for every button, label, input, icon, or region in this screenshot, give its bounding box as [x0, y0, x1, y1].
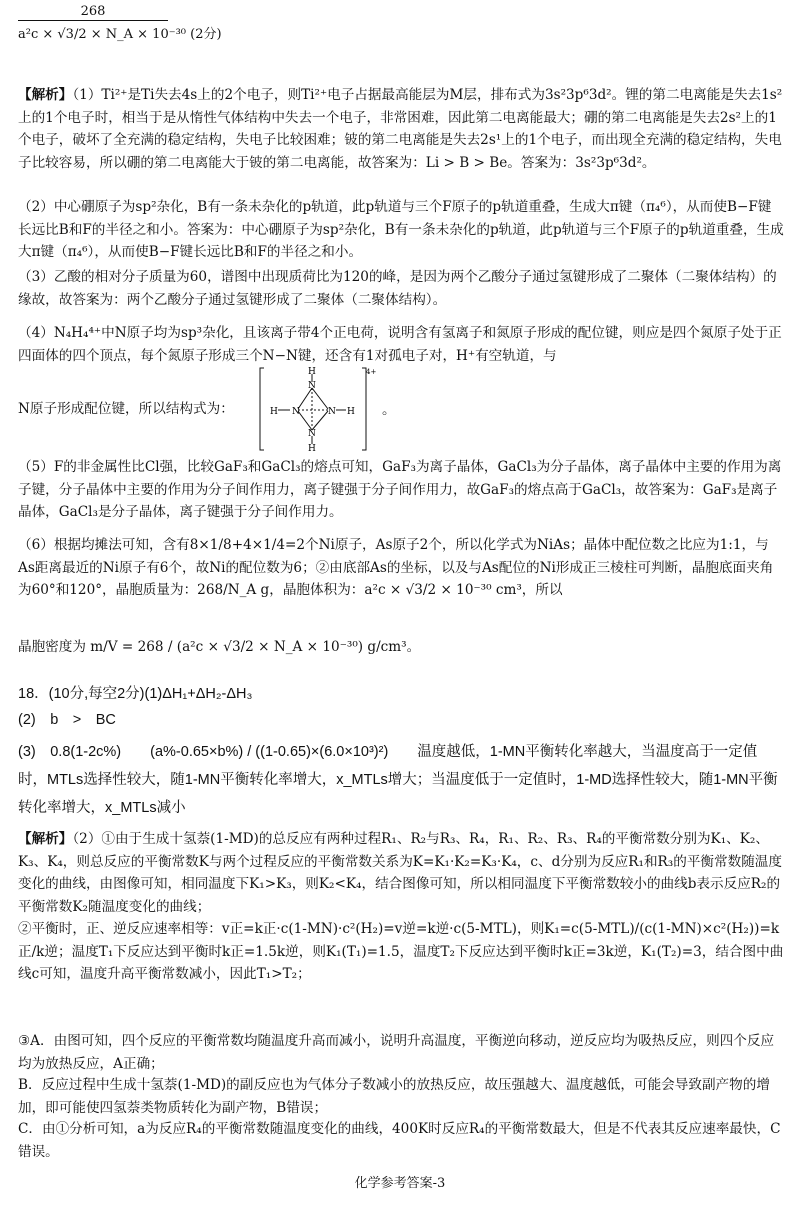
n-left: N [292, 407, 300, 417]
q18-analysis-5: C．由①分析可知，a为反应R₄的平衡常数随温度变化的曲线，400K时反应R₄的平衡常数最大，但是不代表其反应速率最快，C错误。 [18, 1121, 781, 1160]
q17-part4: （4）N₄H₄⁴⁺中N原子均为sp³杂化，且该离子带4个正电荷，说明含有氢离子和氮原子形成的配位键，则应是四个氮原子处于正四面体的四个顶点，每个氮原子形成三个N−N键，还含有1对孤电子对，H⁺有空轨道，与 [18, 325, 782, 364]
h-bottom: H [308, 444, 316, 454]
q18-analysis-1: 【解析】（2）①由于生成十氢萘(1-MD)的总反应有两种过程R₁、R₂与R₃、R₄，R₁、R₂、R₃、R₄的平衡常数分别为K₁、K₂、K₃、K₄，则总反应的平衡常数K与两个过程反应的平衡常数关系为K=K₁·K₂=K₃·K₄，c、d分别为反应R₁和R₃的平衡常数随温度变化的曲线，由图像可知，相同温度下K₁>K₃，则K₂<K₄，结合图像可知，所以相同温度下平衡常数较小的曲线b表示反应R₂的平衡常数K₂随温度变化的曲线； [18, 831, 782, 915]
q17-part4-end: 。 [382, 402, 396, 418]
formula-numerator: 268 [18, 4, 168, 21]
page-footer: 化学参考答案-3 [354, 1176, 446, 1191]
h-left: H [270, 407, 278, 417]
formula-score: (2分) [190, 27, 222, 42]
n-right: N [328, 407, 336, 417]
q18-answer-3: (3) 0.8(1-2c%) (a%-0.65×b%) / ((1-0.65)×(6.0×10³)²) 温度越低，1-MN平衡转化率越大，当温度高于一定值时，MTLs选择性较大，随1-MN平衡转化率增大，x_MTLs增大；当温度低于一定值时，1-MD选择性较大，随1-MN平衡转化率增大，x_MTLs减小 [18, 744, 778, 816]
n4h4-structure-diagram [258, 366, 377, 454]
n4h4-structure [258, 366, 377, 454]
formula-denominator: a²c × √3/2 × N_A × 10⁻³⁰ [18, 27, 187, 42]
q17-part3: （3）乙酸的相对分子质量为60，谱图中出现质荷比为120的峰，是因为两个乙酸分子通过氢键形成了二聚体（二聚体结构）的缘故，故答案为：两个乙酸分子通过氢键形成了二聚体（二聚体结构）。 [18, 269, 777, 308]
n-bottom: N [308, 429, 316, 439]
h-top: H [308, 367, 316, 377]
q18-analysis-3: ③A．由图可知，四个反应的平衡常数均随温度升高而减小，说明升高温度，平衡逆向移动，逆反应均为吸热反应，则四个反应均为放热反应，A正确； [18, 1033, 775, 1072]
q18-analysis-4: B．反应过程中生成十氢萘(1-MD)的副反应也为气体分子数减小的放热反应，故压强越大、温度越低，可能会导致副产物的增加，即可能使四氢萘类物质转化为副产物，B错误； [18, 1077, 770, 1116]
q17-part6: （6）根据均摊法可知，含有8×1/8+4×1/4=2个Ni原子，As原子2个，所以化学式为NiAs；晶体中配位数之比应为1:1，与As距离最近的Ni原子有6个，故Ni的配位数为6；②由底部As的坐标，以及与As配位的Ni形成正三棱柱可判断，晶胞底面夹角为60°和120°，晶胞质量为：268/N_A g，晶胞体积为：a²c × √3/2 × 10⁻³⁰ cm³，所以 [18, 537, 774, 598]
q18-answer-2: (2) b > BC [18, 712, 116, 728]
density-formula [18, 4, 222, 42]
q17-part6-density: 晶胞密度为 m/V = 268 / (a²c × √3/2 × N_A × 10⁻³⁰) g/cm³。 [18, 639, 421, 655]
q18-analysis-2: ②平衡时，正、逆反应速率相等：v正=k正·c(1-MN)·c²(H₂)=v逆=k逆·c(5-MTL)，则K₁=c(5-MTL)/(c(1-MN)×c²(H₂))=k正/k逆；温度T₁下反应达到平衡时k正=1.5k逆，则K₁(T₁)=1.5，温度T₂下反应达到平衡时k正=3k逆，K₁(T₂)=3，结合图中曲线c可知，温度升高平衡常数减小，因此T₁>T₂； [18, 921, 784, 982]
analysis-label: 【解析】 [18, 87, 73, 103]
n-top: N [308, 381, 316, 391]
q17-part2: （2）中心硼原子为sp²杂化，B有一条未杂化的p轨道，此p轨道与三个F原子的p轨道重叠，生成大π键（π₄⁶），从而使B−F键长远比B和F的半径之和小。答案为：中心硼原子为sp²杂化，B有一条未杂化的p轨道，此p轨道与三个F原子的p轨道重叠，生成大π键（π₄⁶），从而使B−F键长远比B和F的半径之和小。 [18, 199, 784, 260]
ion-charge: 4+ [366, 368, 377, 376]
h-right: H [347, 407, 355, 417]
q17-part5: （5）F的非金属性比Cl强，比较GaF₃和GaCl₃的熔点可知，GaF₃为离子晶体，GaCl₃为分子晶体，离子晶体中主要的作用为离子键，分子晶体中主要的作用为分子间作用力，离子键强于分子间作用力，故GaF₃的熔点高于GaCl₃，故答案为：GaF₃是离子晶体，GaCl₃是分子晶体，离子键强于分子间作用力。 [18, 459, 782, 520]
q18-answer-1: 18．(10分,每空2分)(1)ΔH₁+ΔH₂-ΔH₃ [18, 686, 253, 702]
analysis-label-2: 【解析】 [18, 831, 73, 847]
q17-part1: 【解析】（1）Ti²⁺是Ti失去4s上的2个电子，则Ti²⁺电子占据最高能层为M层，排布式为3s²3p⁶3d²。锂的第二电离能是失去1s²上的1个电子时，相当于是从惰性气体结构中失去一个电子，非常困难，因此第二电离能最大；硼的第二电离能是失去2s²上的1个电子，破坏了全充满的稳定结构，失电子比较困难；铍的第二电离能是失去2s¹上的1个电子，而出现全充满的稳定结构，失电子比较容易，所以硼的第二电离能大于铍的第二电离能，故答案为：Li > B > Be。答案为：3s²3p⁶3d²。 [18, 87, 783, 171]
q17-part4-line: N原子形成配位键，所以结构式为： [18, 401, 234, 417]
